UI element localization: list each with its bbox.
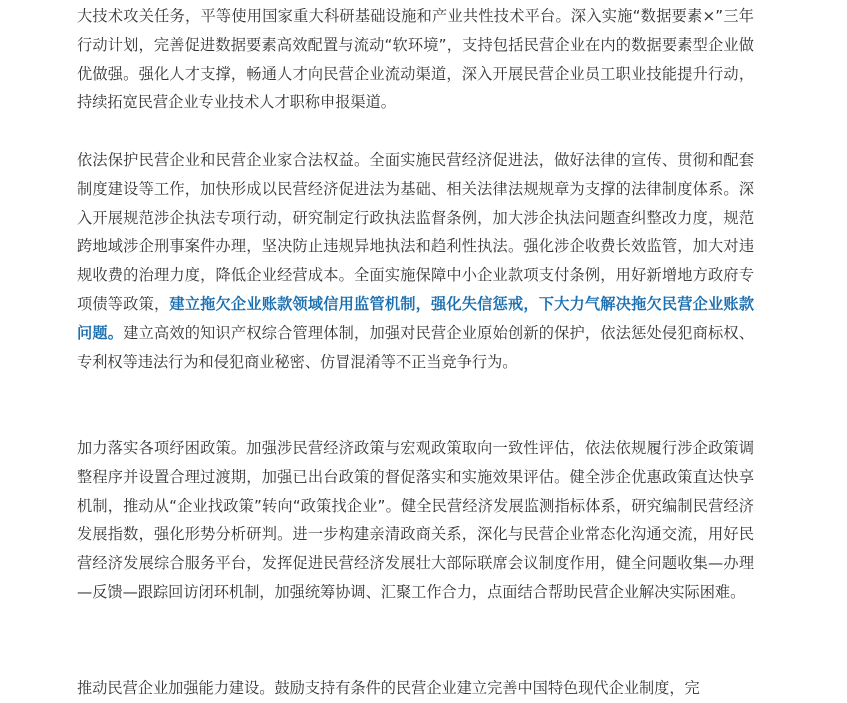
paragraph-legal-protection — [77, 146, 754, 376]
paragraph-text: 依法保护民营企业和民营企业家合法权益。全面实施民营经济促进法，做好法律的宣传、贯彻和配套制度建设等工作，加快形成以民营经济促进法为基础、相关法律法规规章为支撑的法律制度体系。深入开展规范涉企执法专项行动，研究制定行政执法监督条例，加大涉企执法问题查纠整改力度，规范跨地域涉企刑事案件办理，坚决防止违规异地执法和趋利性执法。强化涉企收费长效监管，加大对违规收费的治理力度，降低企业经营成本。全面实施保障中小企业款项支付条例，用好新增地方政府专项债等政策， — [77, 151, 754, 313]
paragraph-tech-data-talent: 大技术攻关任务，平等使用国家重大科研基础设施和产业共性技术平台。深入实施“数据要素×”三年行动计划，完善促进数据要素高效配置与流动“软环境”，支持包括民营企业在内的数据要素型企业做优做强。强化人才支撑，畅通人才向民营企业流动渠道，深入开展民营企业员工职业技能提升行动，持续拓宽民营企业专业技术人才职称申报渠道。 — [77, 7, 754, 112]
paragraph-capacity-building: 推动民营企业加强能力建设。鼓励支持有条件的民营企业建立完善中国特色现代企业制度，完 — [77, 679, 700, 697]
highlighted-text: 建立拖欠企业账款领域信用监管机制，强化失信惩戒，下大力气解决拖欠民营企业账款问题。 — [77, 294, 755, 342]
paragraph-relief-policies: 加力落实各项纾困政策。加强涉民营经济政策与宏观政策取向一致性评估，依法依规履行涉企政策调整程序并设置合理过渡期，加强已出台政策的督促落实和实施效果评估。健全涉企优惠政策直达快享机制，推动从“企业找政策”转向“政策找企业”。健全民营经济发展监测指标体系，研究编制民营经济发展指数，强化形势分析研判。进一步构建亲清政商关系，深化与民营企业常态化沟通交流，用好民营经济发展综合服务平台，发挥促进民营经济发展壮大部际联席会议制度作用，健全问题收集—办理—反馈—跟踪回访闭环机制，加强统筹协调、汇聚工作合力，点面结合帮助民营企业解决实际困难。 — [77, 439, 754, 601]
paragraph-text: 建立高效的知识产权综合管理体制，加强对民营企业原始创新的保护，依法惩处侵犯商标权、专利权等违法行为和侵犯商业秘密、仿冒混淆等不正当竞争行为。 — [77, 323, 755, 371]
